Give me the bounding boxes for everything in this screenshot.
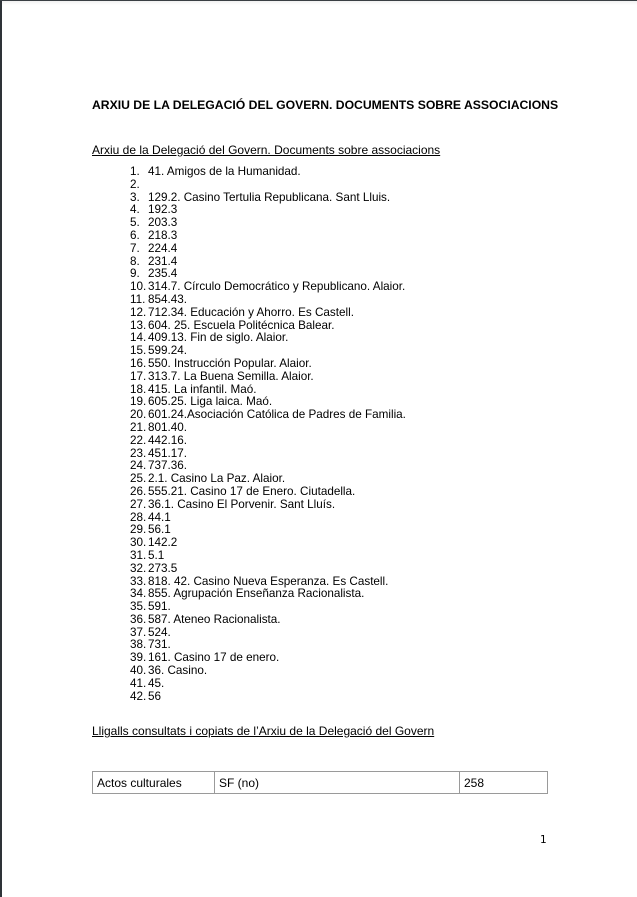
list-item: [130, 614, 406, 627]
table-row: [93, 772, 548, 794]
list-item-text: 235.4: [148, 267, 178, 281]
list-item-text: 218.3: [148, 228, 178, 242]
list-item-text: 524.: [148, 625, 171, 639]
list-item-number: 35.: [130, 600, 147, 614]
list-item-text: 142.2: [148, 536, 178, 550]
list-item-text: 442.16.: [148, 433, 187, 447]
list-item-text: 56: [148, 689, 162, 703]
list-item-text: 36. Casino.: [148, 664, 208, 678]
list-item-text: 591.: [148, 600, 171, 614]
list-item-text: 604. 25. Escuela Politécnica Balear.: [148, 318, 335, 332]
list-item-number: 33.: [130, 574, 147, 588]
list-item-text: 129.2. Casino Tertulia Republicana. Sant Lluis.: [148, 190, 391, 204]
list-item-text: 44.1: [148, 510, 171, 524]
list-item-text: 2.1. Casino La Paz. Alaior.: [148, 472, 286, 486]
list-item-number: 21.: [130, 420, 147, 434]
list-item-text: 415. La infantil. Maó.: [148, 382, 257, 396]
list-item-number: 2.: [130, 177, 140, 191]
list-item-text: 409.13. Fin de siglo. Alaior.: [148, 331, 289, 345]
list-item-number: 12.: [130, 305, 147, 319]
list-item-number: 24.: [130, 459, 147, 473]
list-item-number: 20.: [130, 408, 147, 422]
list-item-text: 855. Agrupación Enseñanza Racionalista.: [148, 587, 365, 601]
list-item-number: 36.: [130, 612, 147, 626]
list-item-number: 26.: [130, 484, 147, 498]
list-item-number: 4.: [130, 203, 140, 217]
list-item: [130, 588, 406, 601]
list-item-number: 6.: [130, 228, 140, 242]
list-item-number: 15.: [130, 344, 147, 358]
list-item-number: 16.: [130, 356, 147, 370]
list-item-text: 314.7. Círculo Democrático y Republicano. Alaior.: [148, 280, 406, 294]
list-item-number: 5.: [130, 216, 140, 230]
table-cell-fund: SF (no): [215, 772, 460, 794]
list-item-number: 17.: [130, 369, 147, 383]
list-item-number: 3.: [130, 190, 140, 204]
list-item-text: 601.24.Asociación Católica de Padres de Familia.: [148, 408, 406, 422]
page-number: 1: [540, 834, 547, 846]
list-item-text: 203.3: [148, 216, 178, 230]
list-item-number: 22.: [130, 433, 147, 447]
list-item-number: 37.: [130, 625, 147, 639]
list-item: [130, 665, 406, 678]
list-item-text: 587. Ateneo Racionalista.: [148, 612, 281, 626]
list-item-number: 28.: [130, 510, 147, 524]
list-item-number: 11.: [130, 292, 146, 306]
list-item-text: 605.25. Liga laica. Maó.: [148, 395, 273, 409]
list-item-number: 7.: [130, 241, 140, 255]
list-item-text: 313.7. La Buena Semilla. Alaior.: [148, 369, 314, 383]
list-item-number: 18.: [130, 382, 147, 396]
list-item: [130, 691, 406, 704]
list-item-number: 31.: [130, 548, 147, 562]
list-item-text: 161. Casino 17 de enero.: [148, 651, 280, 665]
list-item-number: 23.: [130, 446, 147, 460]
list-item-number: 13.: [130, 318, 147, 332]
list-item-number: 25.: [130, 472, 147, 486]
list-item-text: 41. Amigos de la Humanidad.: [148, 165, 301, 178]
list-item: [130, 678, 406, 691]
list-item-text: 224.4: [148, 241, 178, 255]
list-item: [130, 512, 406, 525]
list-item-number: 40.: [130, 664, 147, 678]
list-item: [130, 166, 406, 179]
list-item-text: 231.4: [148, 254, 178, 268]
viewer-left-edge: [0, 0, 2, 897]
list-item-number: 41.: [130, 676, 147, 690]
list-item-text: 192.3: [148, 203, 178, 217]
list-item-number: 10.: [130, 280, 147, 294]
list-item-text: 56.1: [148, 523, 171, 537]
list-item-number: 32.: [130, 561, 147, 575]
list-item-text: 5.1: [148, 548, 165, 562]
list-item-text: 599.24.: [148, 344, 187, 358]
list-item-text: 273.5: [148, 561, 178, 575]
list-item: [130, 537, 406, 550]
list-item-number: 30.: [130, 536, 147, 550]
list-item-number: 38.: [130, 638, 147, 652]
associations-list: [130, 166, 406, 703]
list-item-number: 39.: [130, 651, 147, 665]
list-item-text: 36.1. Casino El Porvenir. Sant Lluís.: [148, 497, 336, 511]
table-cell-category: Actos culturales: [93, 772, 215, 794]
section-heading-associations: Arxiu de la Delegació del Govern. Documents sobre associacions: [92, 143, 441, 157]
document-title: ARXIU DE LA DELEGACIÓ DEL GOVERN. DOCUMENTS SOBRE ASSOCIACIONS: [92, 98, 559, 112]
list-item-text: 818. 42. Casino Nueva Esperanza. Es Castell.: [148, 574, 389, 588]
list-item-number: 8.: [130, 254, 140, 268]
list-item-number: 27.: [130, 497, 147, 511]
list-item-text: 737.36.: [148, 459, 187, 473]
list-item-text: 712.34. Educación y Ahorro. Es Castell.: [148, 305, 354, 319]
list-item-text: 451.17.: [148, 446, 187, 460]
list-item-text: 550. Instrucción Popular. Alaior.: [148, 356, 312, 370]
list-item-text: 731.: [148, 638, 171, 652]
list-item: [130, 627, 406, 640]
list-item: [130, 499, 406, 512]
list-item-number: 42.: [130, 689, 147, 703]
list-item-number: 9.: [130, 267, 140, 281]
list-item-text: 555.21. Casino 17 de Enero. Ciutadella.: [148, 484, 356, 498]
list-item-number: 14.: [130, 331, 147, 345]
list-item-number: 34.: [130, 587, 147, 601]
list-item-number: 29.: [130, 523, 147, 537]
table-cell-bundle-number: 258: [460, 772, 548, 794]
section-heading-bundles: Lligalls consultats i copiats de l’Arxiu de la Delegació del Govern: [92, 724, 435, 738]
list-item-text: 45.: [148, 676, 165, 690]
list-item-text: 801.40.: [148, 420, 187, 434]
list-item-number: 1.: [130, 165, 140, 178]
list-item-text: 854.43.: [148, 292, 187, 306]
page-top-shadow: [2, 1, 637, 5]
bundles-table: [92, 771, 548, 794]
list-item-number: 19.: [130, 395, 147, 409]
